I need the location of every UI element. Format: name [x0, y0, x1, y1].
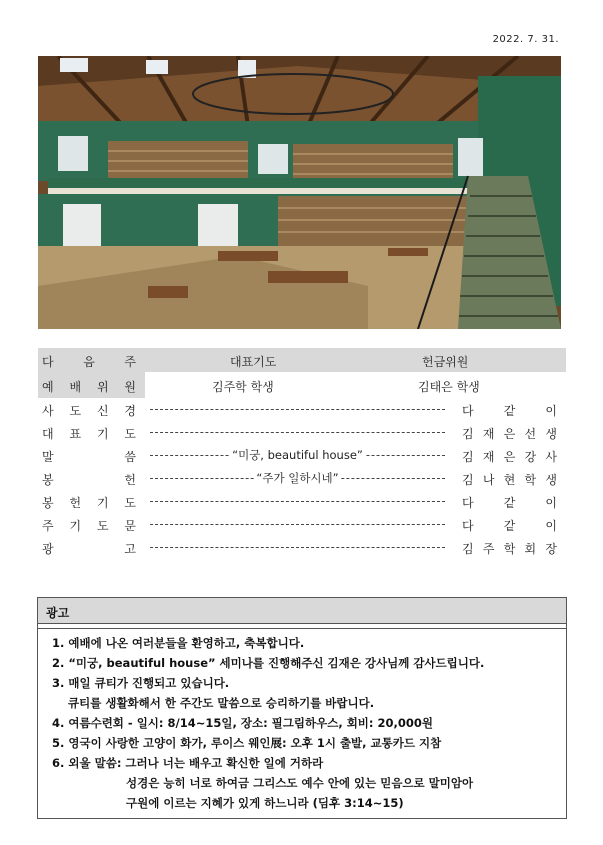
service-row	[0, 402, 603, 424]
service-label: 주 기 도 문	[42, 519, 136, 533]
notice-line: 4. 여름수련회 - 일시: 8/14~15일, 장소: 필그림하우스, 회비: 20,000원	[52, 716, 433, 730]
notice-line: 1. 예배에 나온 여러분들을 환영하고, 축복합니다.	[52, 636, 305, 650]
dashed-leader	[150, 409, 445, 410]
service-label: 봉 헌	[42, 473, 136, 487]
notice-line: 2. “미궁, beautiful house” 세미나를 진행해주신 김재은 강사님께 감사드립니다.	[52, 656, 485, 670]
service-title: “주가 일하시네”	[256, 471, 339, 485]
service-person: 김 주 학 회 장	[462, 542, 557, 556]
service-row	[0, 448, 603, 470]
library-interior-photo	[38, 56, 561, 329]
next-week-label: 다 음 주	[42, 355, 136, 369]
service-person: 김 재 은 선 생	[462, 427, 557, 441]
notice-line: 큐티를 생활화해서 한 주간도 말씀으로 승리하기를 바랍니다.	[68, 696, 375, 710]
service-person: 다 같 이	[462, 404, 557, 418]
service-row	[0, 494, 603, 516]
service-label: 봉 헌 기 도	[42, 496, 136, 510]
service-person: 다 같 이	[462, 519, 557, 533]
notice-title: 광고	[38, 598, 566, 624]
service-label: 대 표 기 도	[42, 427, 136, 441]
service-person: 김 재 은 강 사	[462, 450, 557, 464]
service-label: 말 씀	[42, 450, 136, 464]
offering-header: 헌금위원	[422, 355, 469, 369]
notice-line: 5. 영국이 사랑한 고양이 화가, 루이스 웨인展: 오후 1시 출발, 교통카드 지참	[52, 736, 442, 750]
service-label: 광 고	[42, 542, 136, 556]
notice-box	[37, 597, 567, 819]
service-row	[0, 471, 603, 493]
service-row	[0, 540, 603, 562]
notice-line: 성경은 능히 너로 하여금 그리스도 예수 안에 있는 믿음으로 말미암아	[126, 776, 474, 790]
dashed-leader	[150, 432, 445, 433]
rep-prayer-person: 김주학 학생	[212, 380, 274, 394]
service-row	[0, 517, 603, 539]
bulletin-date: 2022. 7. 31.	[492, 34, 559, 45]
notice-body	[38, 628, 566, 817]
service-row	[0, 425, 603, 447]
service-title: “미궁, beautiful house”	[232, 448, 363, 462]
notice-line: 3. 매일 큐티가 진행되고 있습니다.	[52, 676, 230, 690]
dashed-leader	[150, 524, 445, 525]
dashed-leader	[150, 547, 445, 548]
worship-committee-label: 예 배 위 원	[42, 380, 136, 394]
dashed-leader	[150, 501, 445, 502]
service-label: 사 도 신 경	[42, 404, 136, 418]
offering-person: 김태은 학생	[418, 380, 480, 394]
notice-line: 구원에 이르는 지혜가 있게 하느니라 (딤후 3:14~15)	[126, 796, 404, 810]
rep-prayer-header: 대표기도	[230, 355, 277, 369]
service-person: 다 같 이	[462, 496, 557, 510]
notice-line: 6. 외울 말씀: 그러나 너는 배우고 확신한 일에 거하라	[52, 756, 324, 770]
service-person: 김 나 현 학 생	[462, 473, 557, 487]
